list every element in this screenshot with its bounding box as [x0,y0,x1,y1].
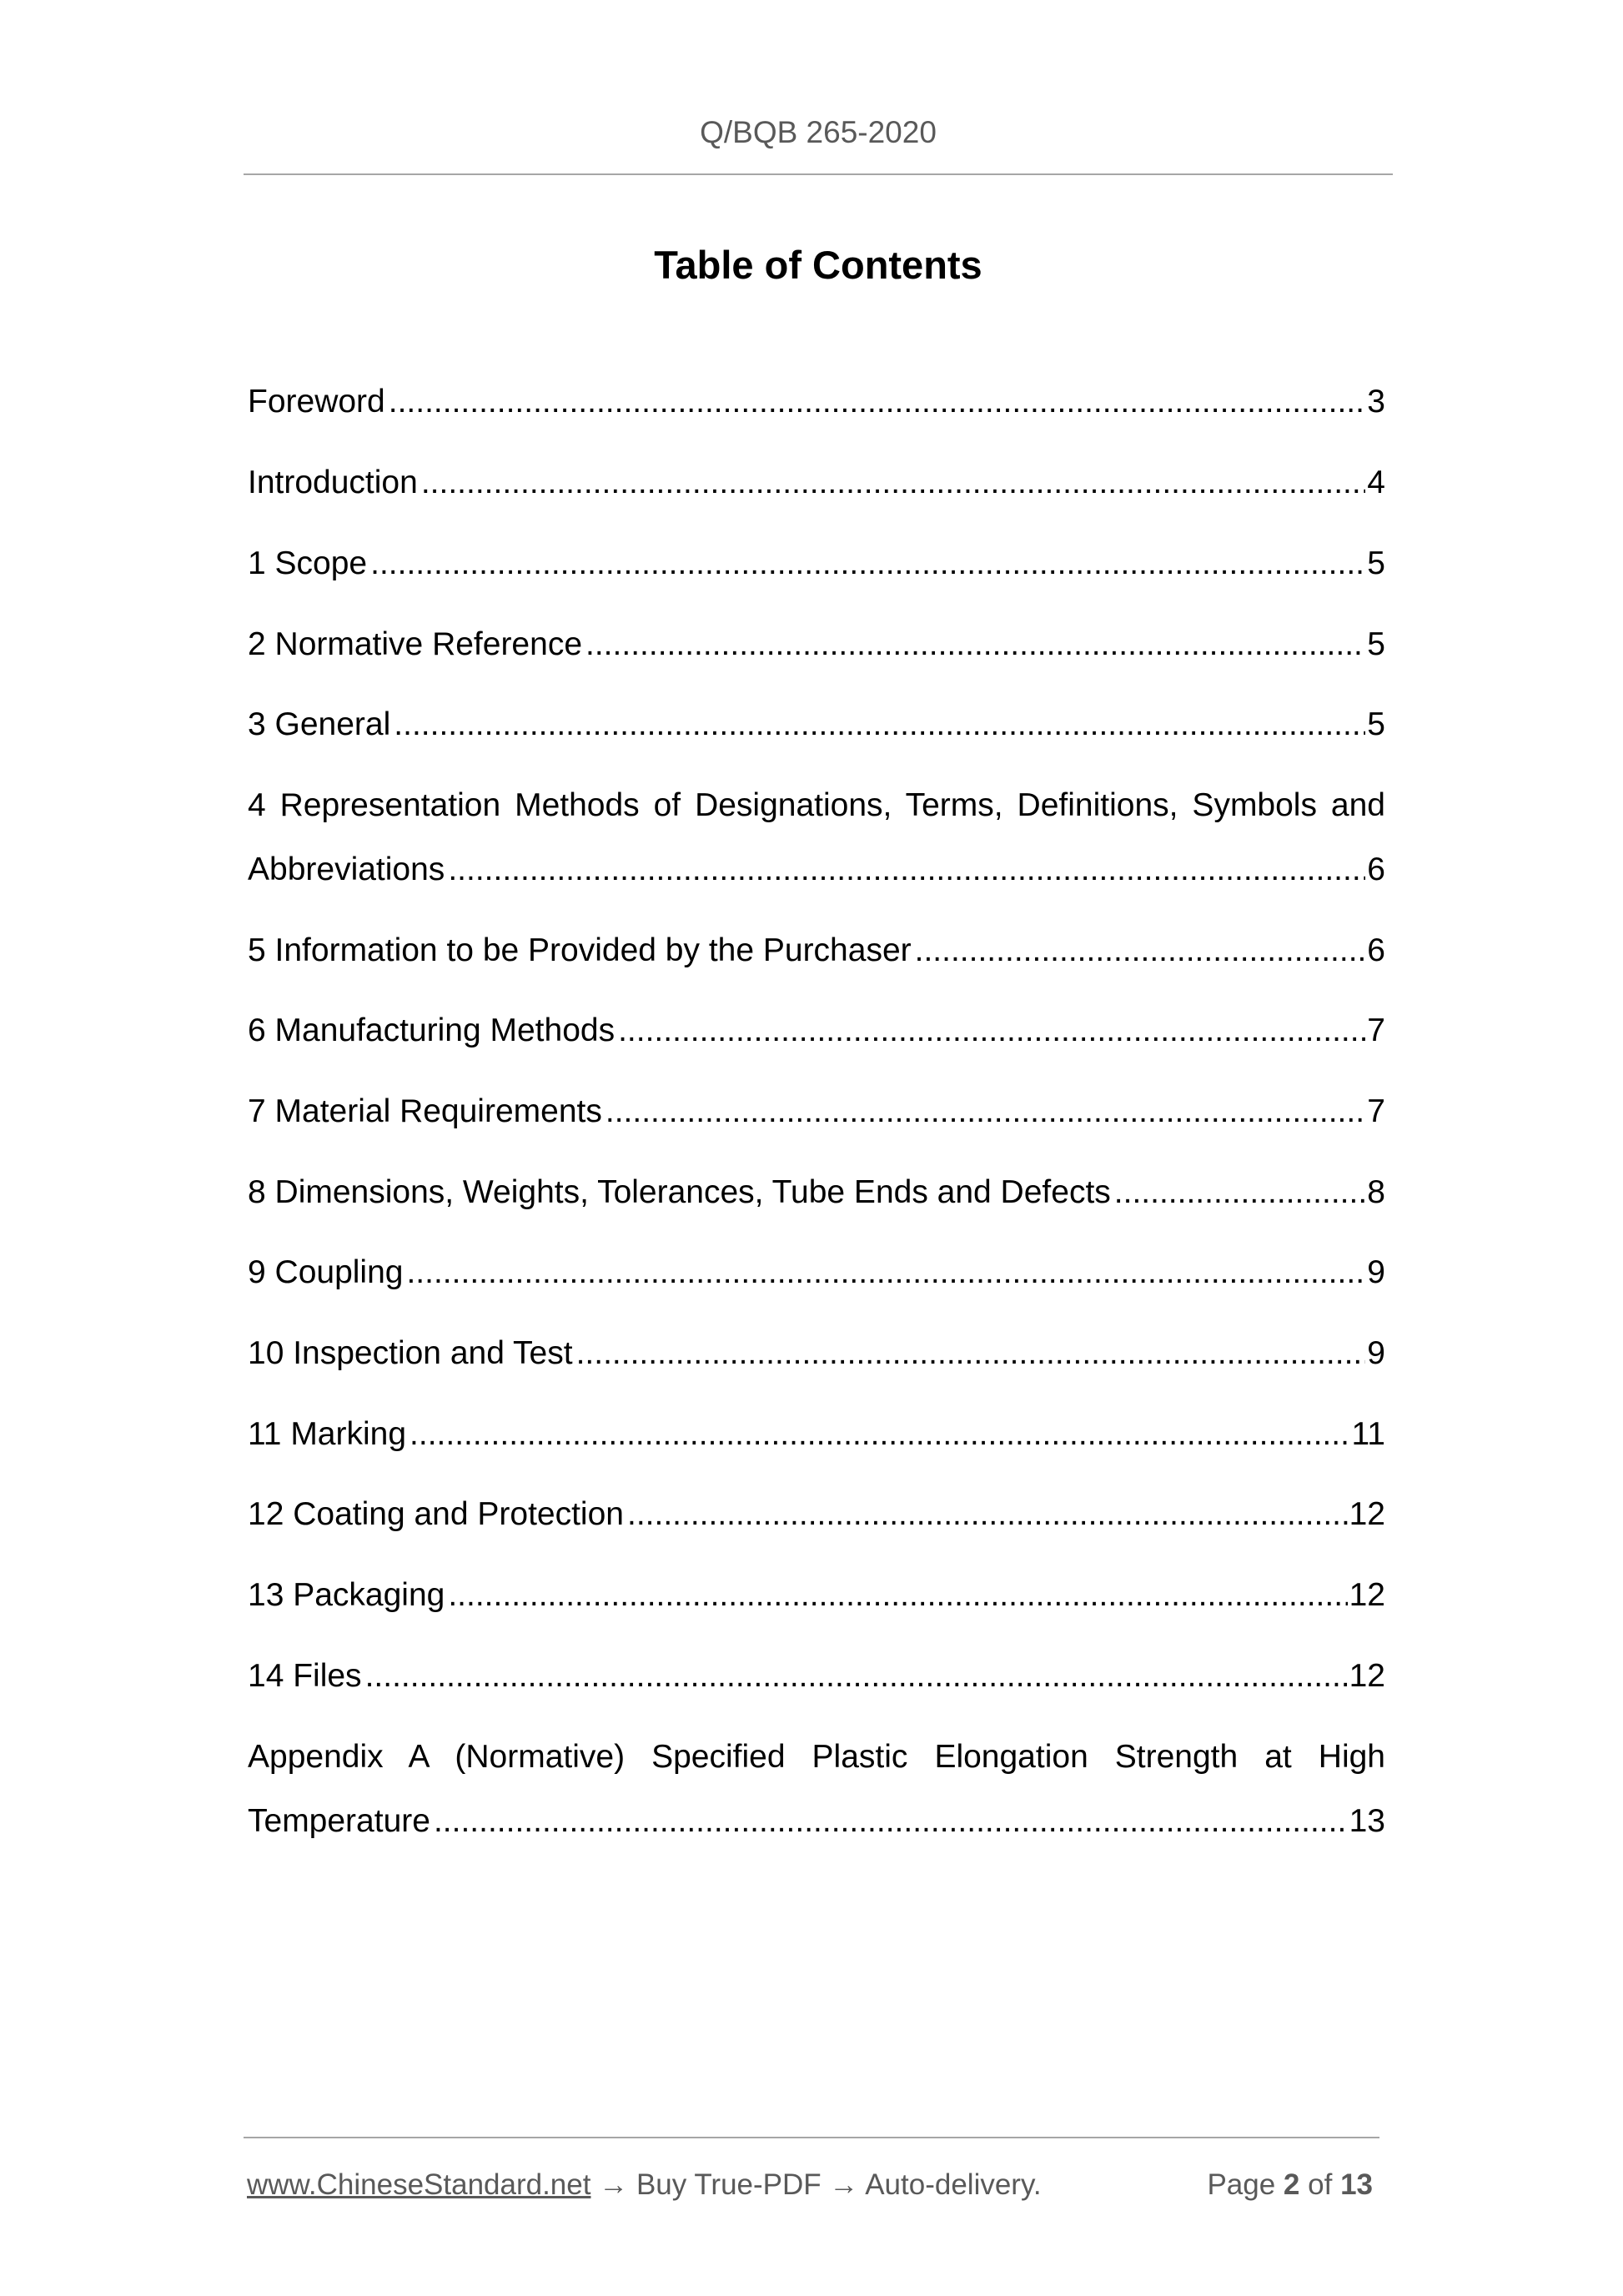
toc-entry-representation-methods-line1[interactable]: 4 Representation Methods of Designations, Terms, Definitions, Symbols and [248,787,1385,823]
toc-entry-coupling[interactable] [248,1251,1385,1294]
toc-entry-label: 9 Coupling [248,1254,404,1290]
toc-entry-label: 1 Scope [248,545,368,581]
page-number [1207,2168,1373,2202]
page-word: Page [1207,2168,1276,2201]
toc-leader-dots [394,703,1365,746]
current-page: 2 [1283,2168,1300,2201]
toc-entry-page: 12 [1349,1658,1385,1694]
toc-entry-label: 7 Material Requirements [248,1093,602,1129]
footer-promo [247,2168,1042,2202]
toc-leader-dots [1114,1171,1366,1214]
toc-entry-page: 5 [1367,626,1385,662]
toc-leader-dots [618,1009,1365,1053]
toc-entry-inspection-and-test[interactable] [248,1332,1385,1375]
toc-entry-label: 12 Coating and Protection [248,1496,624,1532]
toc-leader-dots [406,1251,1365,1294]
toc-entry-label: 3 General [248,706,391,742]
toc-entry-general[interactable] [248,703,1385,746]
toc-entry-page: 4 [1367,465,1385,500]
toc-entry-appendix-a-line1[interactable]: Appendix A (Normative) Specified Plastic Elongation Strength at High [248,1739,1385,1775]
toc-entry-page: 13 [1349,1803,1385,1839]
toc-entry-marking[interactable] [248,1413,1385,1456]
toc-entry-page: 6 [1367,932,1385,968]
toc-leader-dots [421,461,1365,505]
website-link[interactable]: www.ChineseStandard.net [247,2168,591,2201]
toc-entry-page: 11 [1351,1416,1385,1452]
toc-entry-files[interactable] [248,1655,1385,1698]
toc-entry-page: 12 [1349,1496,1385,1532]
toc-entry-purchaser-information[interactable] [248,929,1385,972]
toc-entry-packaging[interactable] [248,1574,1385,1617]
toc-entry-representation-methods[interactable] [248,848,1385,892]
footer-buy-text: Buy True-PDF [636,2168,822,2201]
toc-entry-label: 6 Manufacturing Methods [248,1012,616,1048]
toc-leader-dots [365,1655,1348,1698]
toc-entry-page: 3 [1367,384,1385,420]
toc-entry-introduction[interactable] [248,461,1385,505]
document-code: Q/BQB 265-2020 [700,115,937,149]
toc-entry-label: Temperature [248,1803,430,1839]
arrow-right-icon: → [599,2168,629,2201]
toc-entry-page: 9 [1367,1254,1385,1290]
page-title: Table of Contents [654,243,982,287]
page-footer [244,2137,1379,2212]
toc-entry-label: 10 Inspection and Test [248,1335,573,1371]
toc-entry-label: 2 Normative Reference [248,626,583,662]
toc-entry-page: 12 [1349,1577,1385,1613]
toc-entry-foreword[interactable] [248,380,1385,424]
of-word: of [1308,2168,1333,2201]
toc-leader-dots [585,623,1365,666]
toc-entry-label: 13 Packaging [248,1577,445,1613]
toc-entry-label: 11 Marking [248,1416,407,1452]
toc-entry-label: Introduction [248,465,418,500]
toc-leader-dots [389,380,1366,424]
toc-entry-dimensions[interactable] [248,1171,1385,1214]
toc-entry-label: 14 Files [248,1658,362,1694]
toc-entry-page: 8 [1367,1174,1385,1210]
toc-entry-coating-and-protection[interactable] [248,1493,1385,1536]
toc-leader-dots [605,1090,1365,1133]
toc-entry-label: Foreword [248,384,385,420]
toc-entry-material-requirements[interactable] [248,1090,1385,1133]
total-pages: 13 [1340,2168,1373,2201]
toc-entry-label: 5 Information to be Provided by the Purchaser [248,932,912,968]
toc-leader-dots [915,929,1366,972]
toc-entry-appendix-a[interactable] [248,1800,1385,1843]
toc-entry-page: 6 [1367,852,1385,887]
toc-leader-dots [627,1493,1348,1536]
toc-entry-scope[interactable] [248,542,1385,585]
toc-leader-dots [410,1413,1349,1456]
toc-leader-dots [434,1800,1348,1843]
footer-delivery-text: Auto-delivery. [865,2168,1042,2201]
toc-leader-dots [448,848,1365,892]
toc-entry-page: 9 [1367,1335,1385,1371]
toc-leader-dots [576,1332,1366,1375]
toc-entry-page: 7 [1367,1093,1385,1129]
toc-entry-page: 5 [1367,545,1385,581]
arrow-right-icon: → [829,2168,859,2201]
page-header [244,0,1393,175]
toc-entry-normative-reference[interactable] [248,623,1385,666]
toc-entry-page: 5 [1367,706,1385,742]
toc-leader-dots [370,542,1365,585]
toc-entry-label: Abbreviations [248,852,445,887]
toc-entry-page: 7 [1367,1012,1385,1048]
toc-leader-dots [448,1574,1347,1617]
toc-entry-label: 8 Dimensions, Weights, Tolerances, Tube Ends and Defects [248,1174,1111,1210]
toc-entry-manufacturing-methods[interactable] [248,1009,1385,1053]
